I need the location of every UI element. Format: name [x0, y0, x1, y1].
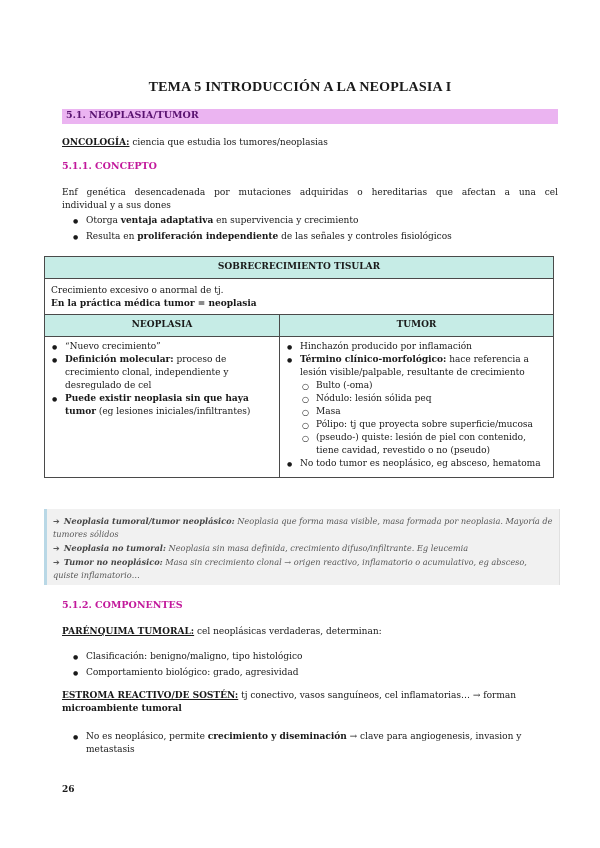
- list-item: ● “Nuevo crecimiento”: [49, 341, 273, 354]
- estroma-definition: [62, 690, 558, 716]
- concepto-bullets: [70, 215, 550, 244]
- list-item: ● No es neoplásico, permite crecimiento y diseminación → clave para angiogenesis, invasion y metastasis: [70, 731, 546, 757]
- list-item: ● Resulta en proliferación independiente de las señales y controles fisiológicos: [70, 231, 550, 244]
- table-desc-line2: En la práctica médica tumor = neoplasia: [51, 298, 257, 309]
- list-item: ● Puede existir neoplasia sin que haya tumor (eg lesiones iniciales/infiltrantes): [49, 393, 273, 419]
- oncologia-def: ciencia que estudia los tumores/neoplasias: [129, 138, 328, 148]
- list-item: ○ Pólipo: tj que proyecta sobre superficie/mucosa: [300, 419, 547, 432]
- tumor-list: [284, 341, 547, 380]
- list-item: ○ Bulto (-oma): [300, 380, 547, 393]
- parenquima-definition: [62, 626, 558, 639]
- list-item: ● Hinchazón producido por inflamación: [284, 341, 547, 354]
- section-heading: 5.1. NEOPLASIA/TUMOR: [66, 110, 199, 121]
- page-number: 26: [62, 785, 75, 795]
- table-description: [45, 279, 554, 315]
- concepto-paragraph: [62, 187, 558, 213]
- table-desc-line1: Crecimiento excesivo o anormal de tj.: [51, 286, 224, 296]
- list-item: ● Término clínico-morfológico: hace referencia a lesión visible/palpable, resultante de crecimiento: [284, 354, 547, 380]
- estroma-line2: microambiente tumoral: [62, 704, 182, 714]
- estroma-bullets: [70, 731, 546, 757]
- list-item: ● No todo tumor es neoplásico, eg absceso, hematoma: [284, 458, 547, 471]
- list-item: ● Clasificación: benigno/maligno, tipo histológico: [70, 651, 550, 664]
- parenquima-term: PARÉNQUIMA TUMORAL:: [62, 627, 195, 637]
- oncologia-definition: [62, 137, 558, 150]
- list-item: ● Definición molecular: proceso de crecimiento clonal, independiente y desregulado de cel: [49, 354, 273, 393]
- list-item: ● Comportamiento biológico: grado, agresividad: [70, 667, 550, 680]
- table-header: SOBRECRECIMIENTO TISULAR: [45, 257, 554, 279]
- column-header-neoplasia: NEOPLASIA: [45, 315, 280, 337]
- note-row: ➔ Neoplasia tumoral/tumor neoplásico: Neoplasia que forma masa visible, masa formada por neoplasia. Mayoría de tumores sólidos: [53, 516, 553, 539]
- section-heading-bar: [62, 109, 558, 124]
- subsection-concepto: 5.1.1. CONCEPTO: [62, 161, 157, 172]
- parenquima-def: cel neoplásicas verdaderas, determinan:: [194, 627, 382, 637]
- arrow-icon: ➔: [53, 543, 60, 553]
- note-row: ➔ Tumor no neoplásico: Masa sin crecimiento clonal → origen reactivo, inflamatorio o acumulativo, eg absceso, quiste inflamatorio…: [53, 557, 527, 580]
- column-header-tumor: TUMOR: [280, 315, 554, 337]
- arrow-icon: ➔: [53, 516, 60, 526]
- concepto-line-2: individual y a sus dones: [62, 201, 171, 211]
- estroma-term: ESTROMA REACTIVO/DE SOSTÉN:: [62, 691, 239, 701]
- tumor-sublist: [284, 380, 547, 458]
- neoplasia-list: [49, 341, 273, 419]
- note-callout: [44, 509, 560, 585]
- concepto-line-1: Enf genética desencadenada por mutaciones adquiridas o hereditarias que afectan a una cel: [62, 188, 558, 198]
- estroma-def: tj conectivo, vasos sanguíneos, cel inflamatorias… → forman: [238, 691, 517, 701]
- arrow-icon: ➔: [53, 557, 60, 567]
- tumor-list-end: [284, 458, 547, 471]
- note-row: ➔ Neoplasia no tumoral: Neoplasia sin masa definida, crecimiento difuso/infiltrante. Eg leucemia: [53, 543, 469, 553]
- list-item: ● Otorga ventaja adaptativa en supervivencia y crecimiento: [70, 215, 550, 228]
- neoplasia-cell: [45, 337, 280, 478]
- list-item: ○ Masa: [300, 406, 547, 419]
- overgrowth-table: [44, 256, 554, 478]
- list-item: ○ (pseudo-) quiste: lesión de piel con contenido, tiene cavidad, revestido o no (pseudo): [300, 432, 547, 458]
- list-item: ○ Nódulo: lesión sólida peq: [300, 393, 547, 406]
- parenquima-bullets: [70, 651, 550, 680]
- oncologia-term: ONCOLOGÍA:: [62, 138, 130, 148]
- page-title: TEMA 5 INTRODUCCIÓN A LA NEOPLASIA I: [148, 80, 452, 95]
- tumor-cell: [280, 337, 554, 478]
- subsection-componentes: 5.1.2. COMPONENTES: [62, 600, 183, 611]
